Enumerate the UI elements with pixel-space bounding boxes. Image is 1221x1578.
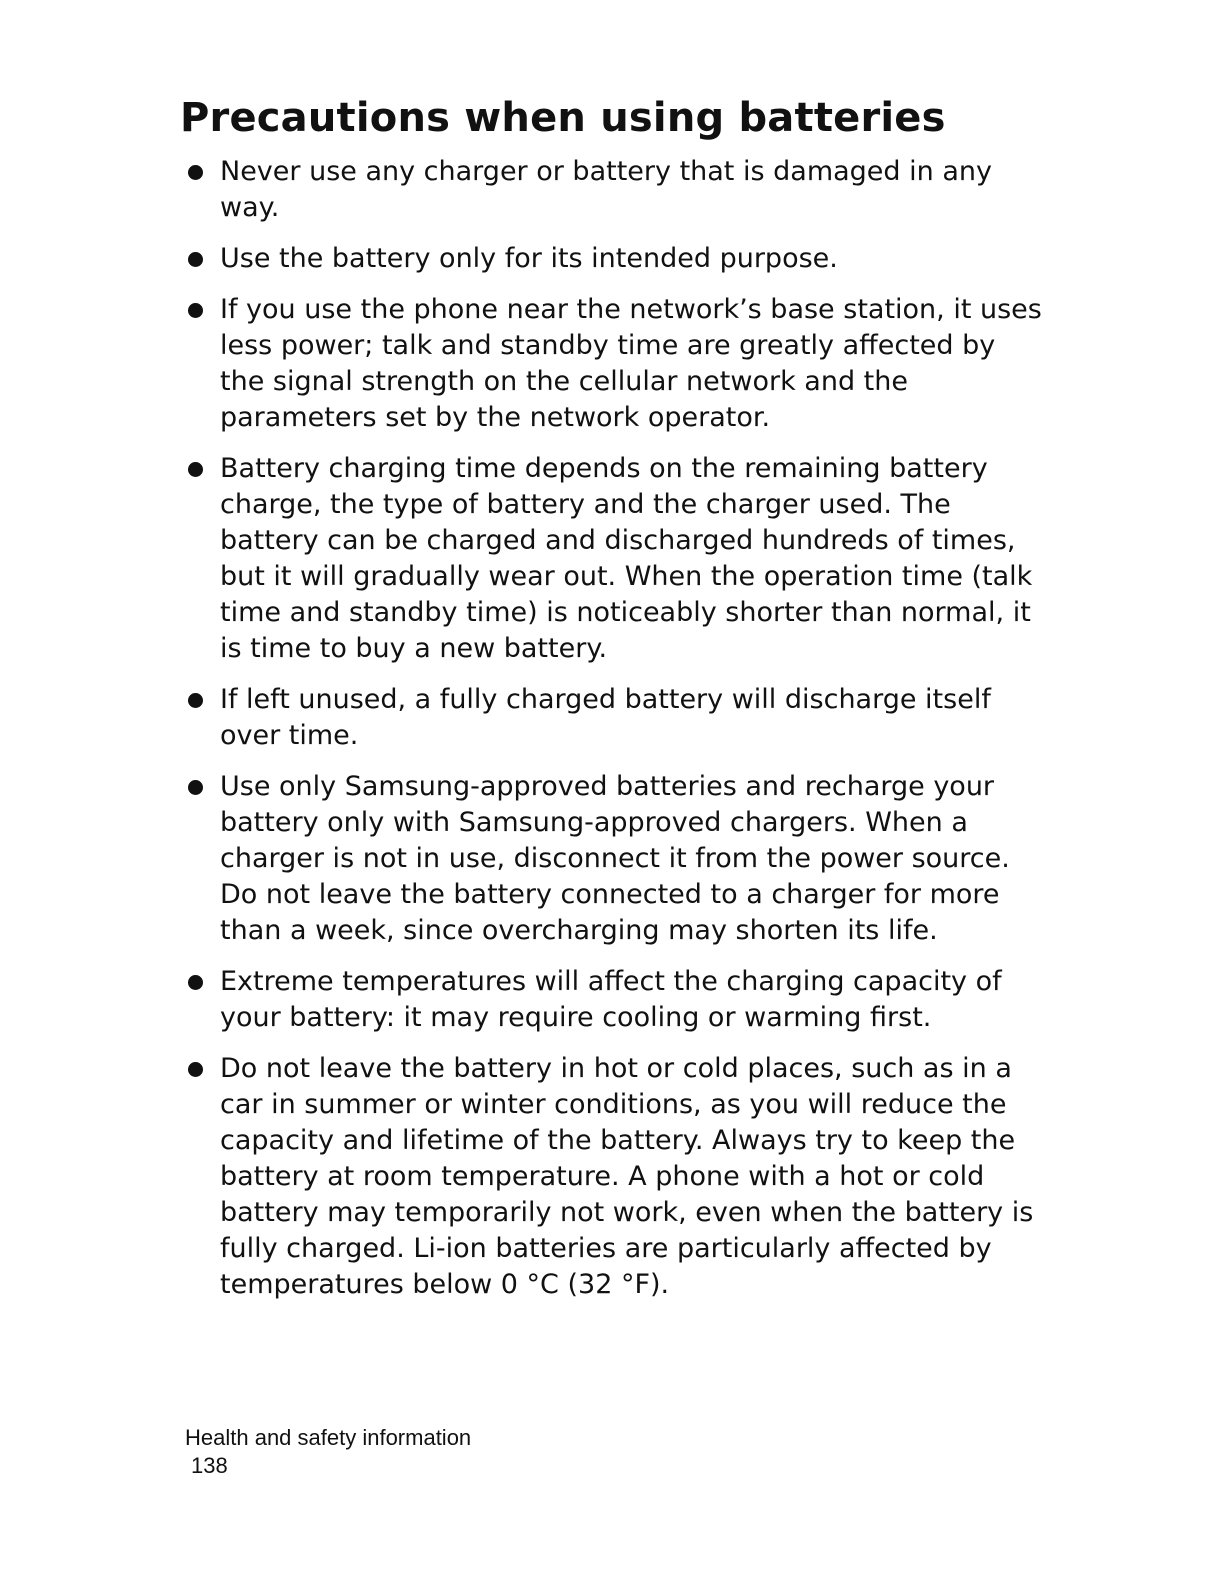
- list-item-text: Never use any charger or battery that is damaged in any way.: [220, 156, 992, 223]
- list-item: [182, 451, 1042, 667]
- precautions-list: [182, 154, 1042, 1318]
- footer-section-title: Health and safety information: [185, 1425, 472, 1450]
- list-item: [182, 241, 1042, 277]
- bullet-icon: [188, 462, 203, 477]
- list-item: [182, 769, 1042, 949]
- list-item-text: Use the battery only for its intended purpose.: [220, 243, 838, 274]
- list-item: [182, 1051, 1042, 1303]
- bullet-icon: [188, 780, 203, 795]
- list-item-text: Do not leave the battery in hot or cold places, such as in a car in summer or winter conditions, as you will reduce the capacity and lifetime of the battery. Always try to keep the battery at room temperature. A phone with a hot or cold battery may temporarily not work, even when the battery is fully charged. Li-ion batteries are particularly affected by temperatures below 0 °C (32 °F).: [220, 1053, 1034, 1300]
- list-item-text: Battery charging time depends on the remaining battery charge, the type of battery and the charger used. The battery can be charged and discharged hundreds of times, but it will gradually wear out. When the operation time (talk time and standby time) is noticeably shorter than normal, it is time to buy a new battery.: [220, 453, 1033, 664]
- bullet-icon: [188, 303, 203, 318]
- list-item-text: Extreme temperatures will affect the charging capacity of your battery: it may require cooling or warming first.: [220, 966, 1002, 1033]
- page-title: Precautions when using batteries: [180, 95, 946, 141]
- bullet-icon: [188, 1062, 203, 1077]
- bullet-icon: [188, 252, 203, 267]
- list-item: [182, 682, 1042, 754]
- list-item-text: If you use the phone near the network’s base station, it uses less power; talk and standby time are greatly affected by the signal strength on the cellular network and the parameters set by the network operator.: [220, 294, 1042, 433]
- list-item: [182, 292, 1042, 436]
- bullet-icon: [188, 975, 203, 990]
- list-item-text: Use only Samsung-approved batteries and recharge your battery only with Samsung-approved chargers. When a charger is not in use, disconnect it from the power source. Do not leave the battery connected to a charger for more than a week, since overcharging may shorten its life.: [220, 771, 1010, 946]
- page-footer: [185, 1424, 471, 1480]
- page-number: 138: [191, 1453, 228, 1478]
- list-item: [182, 154, 1042, 226]
- bullet-icon: [188, 165, 203, 180]
- list-item: [182, 964, 1042, 1036]
- bullet-icon: [188, 693, 203, 708]
- list-item-text: If left unused, a fully charged battery will discharge itself over time.: [220, 684, 991, 751]
